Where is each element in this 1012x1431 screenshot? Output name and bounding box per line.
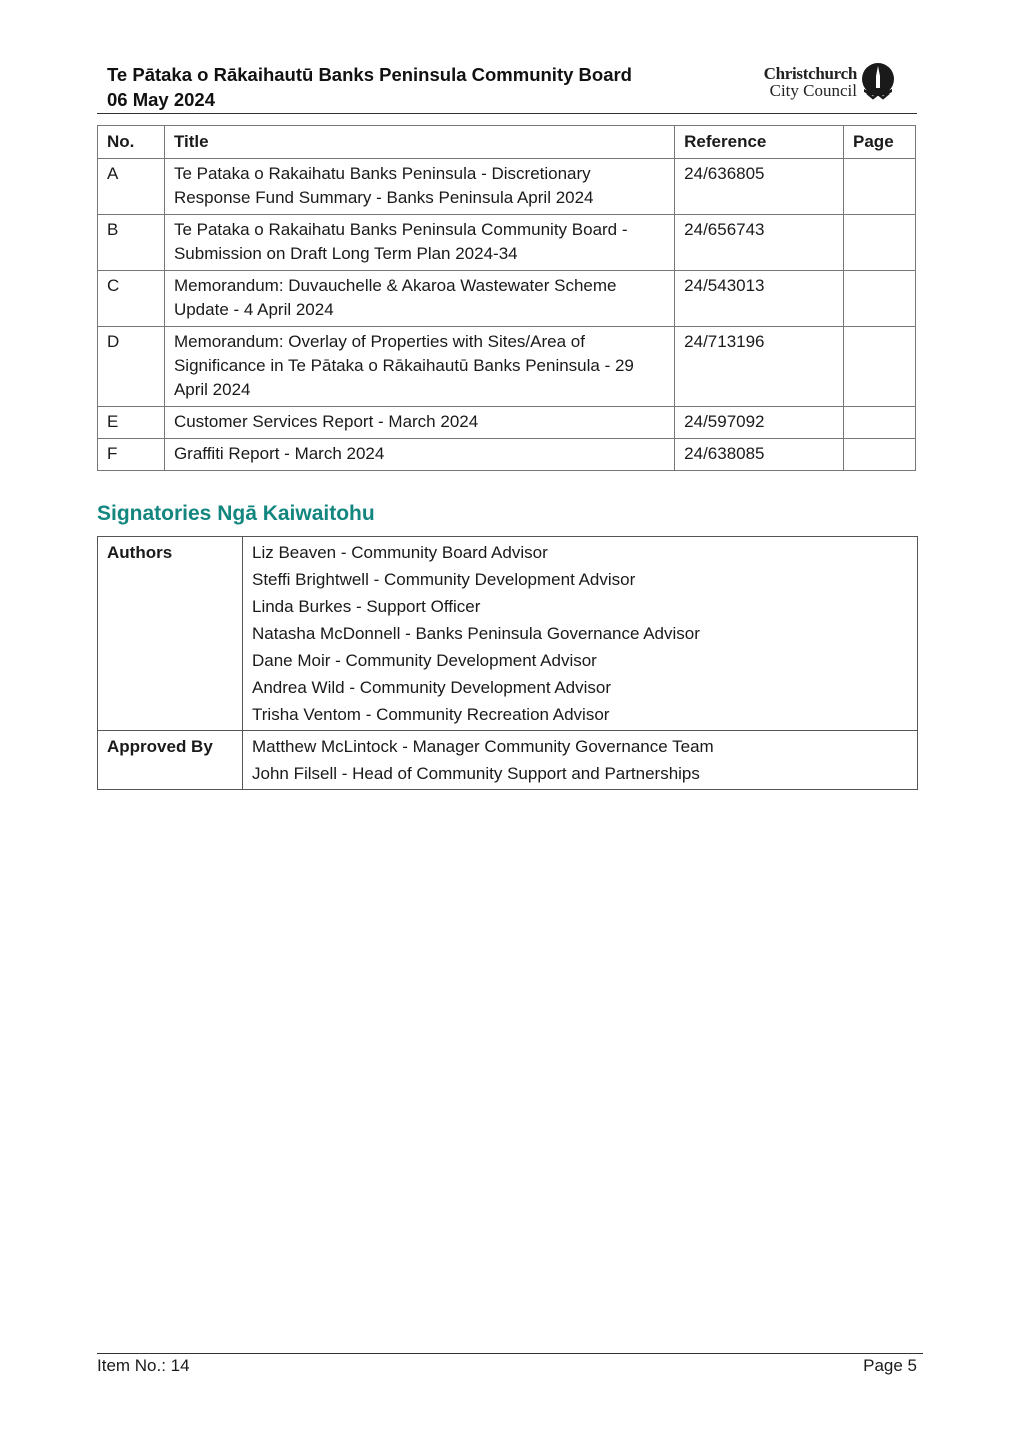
author-entry: Liz Beaven - Community Board Advisor xyxy=(252,543,548,562)
column-header-no: No. xyxy=(98,126,165,159)
row-page xyxy=(844,159,916,215)
page-header xyxy=(97,60,917,114)
page-number: Page 5 xyxy=(863,1356,917,1375)
author-entry: Andrea Wild - Community Development Advisor xyxy=(252,678,612,697)
table-row xyxy=(98,407,916,439)
author-entry: Trisha Ventom - Community Recreation Advisor xyxy=(252,705,610,724)
row-title: Te Pataka o Rakaihatu Banks Peninsula - Discretionary Response Fund Summary - Banks Peninsula April 2024 xyxy=(164,159,674,215)
row-reference: 24/597092 xyxy=(675,407,844,439)
authors-list xyxy=(243,537,918,731)
table-row xyxy=(98,215,916,271)
column-header-title: Title xyxy=(164,126,674,159)
approver-entry: Matthew McLintock - Manager Community Governance Team xyxy=(252,737,714,756)
row-page xyxy=(844,407,916,439)
row-reference: 24/656743 xyxy=(675,215,844,271)
row-no: E xyxy=(98,407,165,439)
row-reference: 24/636805 xyxy=(675,159,844,215)
row-page xyxy=(844,271,916,327)
row-reference: 24/638085 xyxy=(675,439,844,471)
row-no: D xyxy=(98,327,165,407)
row-title: Memorandum: Duvauchelle & Akaroa Wastewater Scheme Update - 4 April 2024 xyxy=(164,271,674,327)
column-header-reference: Reference xyxy=(675,126,844,159)
author-entry: Linda Burkes - Support Officer xyxy=(252,597,481,616)
page-footer xyxy=(97,1353,923,1375)
authors-label: Authors xyxy=(98,537,243,731)
author-entry: Dane Moir - Community Development Advisor xyxy=(252,651,597,670)
row-no: A xyxy=(98,159,165,215)
author-entry: Steffi Brightwell - Community Development Advisor xyxy=(252,570,636,589)
meeting-date: 06 May 2024 xyxy=(107,89,216,110)
row-no: B xyxy=(98,215,165,271)
row-no: C xyxy=(98,271,165,327)
table-row xyxy=(98,159,916,215)
row-page xyxy=(844,215,916,271)
row-reference: 24/713196 xyxy=(675,327,844,407)
row-title: Customer Services Report - March 2024 xyxy=(164,407,674,439)
signatories-heading: Signatories Ngā Kaiwaitohu xyxy=(97,502,375,525)
table-header-row xyxy=(98,126,916,159)
approver-entry: John Filsell - Head of Community Support and Partnerships xyxy=(252,764,700,783)
column-header-page: Page xyxy=(844,126,916,159)
logo-line-2: City Council xyxy=(769,81,857,100)
row-title: Graffiti Report - March 2024 xyxy=(164,439,674,471)
signatories-table xyxy=(97,536,918,790)
cathedral-emblem-icon xyxy=(859,62,897,100)
table-row xyxy=(98,439,916,471)
row-no: F xyxy=(98,439,165,471)
author-entry: Natasha McDonnell - Banks Peninsula Governance Advisor xyxy=(252,624,700,643)
item-number: Item No.: 14 xyxy=(97,1356,190,1375)
row-page xyxy=(844,327,916,407)
row-title: Memorandum: Overlay of Properties with Sites/Area of Significance in Te Pātaka o Rākaihautū Banks Peninsula - 29 April 2024 xyxy=(164,327,674,407)
logo-line-1: Christchurch xyxy=(763,64,857,83)
table-row xyxy=(98,271,916,327)
row-title: Te Pataka o Rakaihatu Banks Peninsula Community Board - Submission on Draft Long Term Plan 2024-34 xyxy=(164,215,674,271)
row-reference: 24/543013 xyxy=(675,271,844,327)
attachments-table xyxy=(97,125,916,471)
table-row xyxy=(98,327,916,407)
board-title: Te Pātaka o Rākaihautū Banks Peninsula Community Board xyxy=(107,64,632,85)
approved-list xyxy=(243,731,918,790)
approved-label: Approved By xyxy=(98,731,243,790)
row-page xyxy=(844,439,916,471)
council-logo xyxy=(747,62,897,100)
approved-row xyxy=(98,731,918,790)
authors-row xyxy=(98,537,918,731)
